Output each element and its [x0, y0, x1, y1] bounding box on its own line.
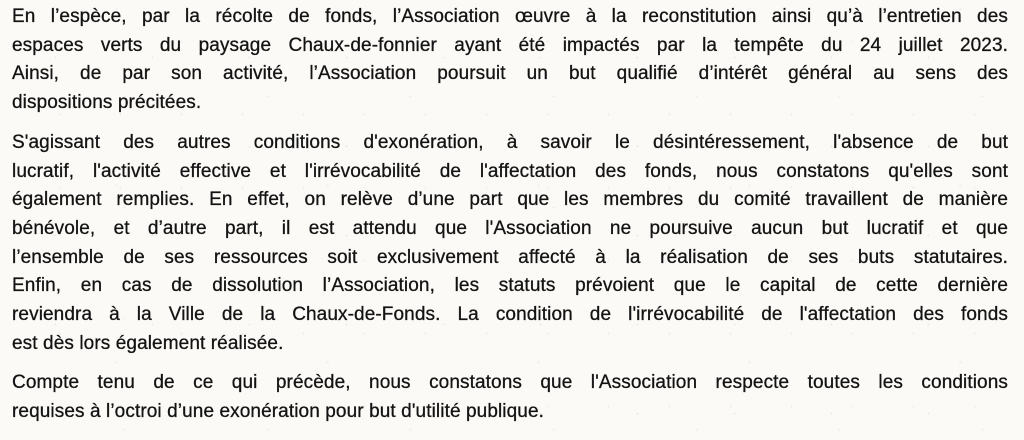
- paragraph-conclusion: [12, 369, 1008, 426]
- text-line: est dès lors également réalisée.: [12, 332, 284, 354]
- text-line: bénévole, et d’autre part, il est attendu que l'Association ne poursuive aucun but lucratif et que: [12, 217, 1008, 239]
- text-line: dispositions précitées.: [12, 92, 202, 114]
- text-line: lucratif, l'activité effective et l'irrévocabilité de l'affectation des fonds, nous constatons qu'elles sont: [12, 160, 1008, 182]
- text-line: S'agissant des autres conditions d'exonération, à savoir le désintéressement, l'absence de but: [12, 131, 1008, 153]
- text-line: Compte tenu de ce qui précède, nous constatons que l'Association respecte toutes les conditions: [12, 372, 1008, 394]
- text-line: requises à l’octroi d’une exonération pour but d'utilité publique.: [12, 401, 545, 423]
- text-line: également remplies. En effet, on relève d’une part que les membres du comité travaillent de manière: [12, 189, 1008, 211]
- text-line: reviendra à la Ville de la Chaux-de-Fonds. La condition de l'irrévocabilité de l'affectation des fonds: [12, 304, 1008, 326]
- text-line: l’ensemble de ses ressources soit exclusivement affecté à la réalisation de ses buts statutaires.: [12, 246, 1008, 268]
- text-line: Ainsi, de par son activité, l’Association poursuit un but qualifié d’intérêt général au sens des: [12, 63, 1008, 85]
- text-line: En l’espèce, par la récolte de fonds, l’Association œuvre à la reconstitution ainsi qu’à l’entretien des: [12, 6, 1008, 27]
- paragraph-interet-general: [12, 3, 1008, 118]
- paragraph-autres-conditions: [12, 129, 1008, 359]
- text-line: Enfin, en cas de dissolution l’Association, les statuts prévoient que le capital de cette dernière: [12, 275, 1008, 297]
- text-line: espaces verts du paysage Chaux-de-fonnier ayant été impactés par la tempête du 24 juillet 2023.: [12, 34, 1008, 56]
